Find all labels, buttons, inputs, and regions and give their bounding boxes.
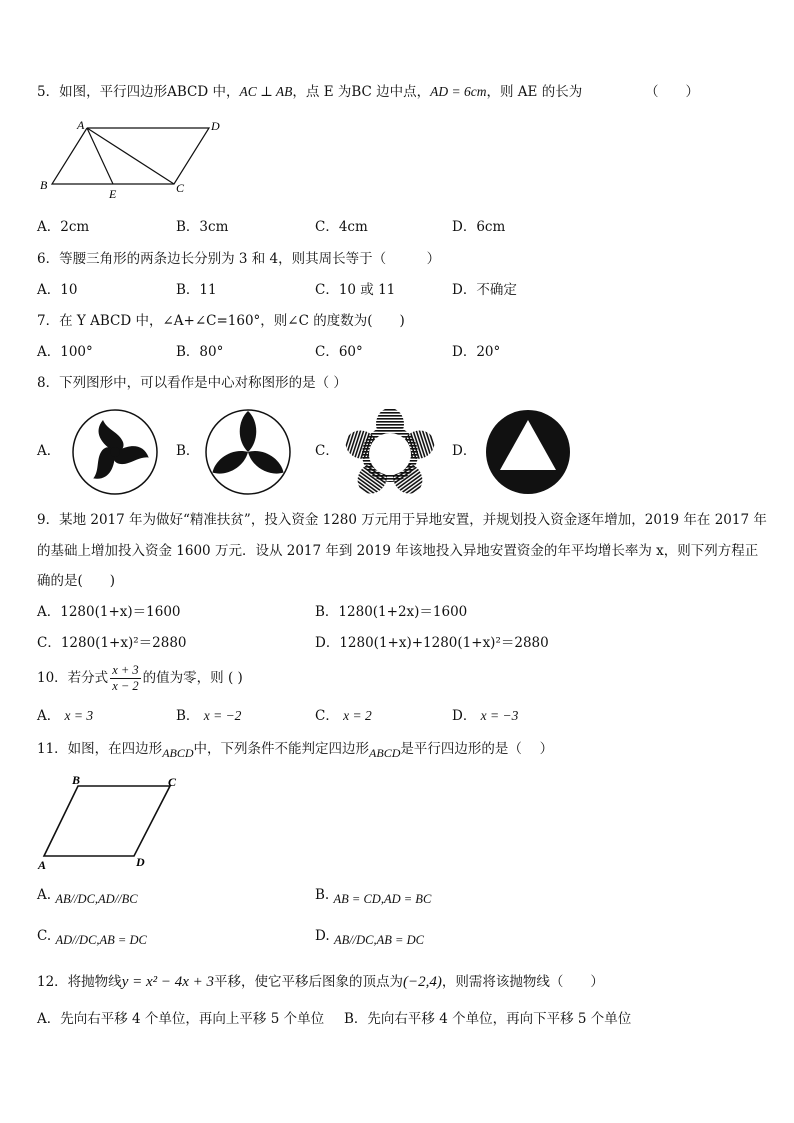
q10-option-a[interactable]: A． x = 3 bbox=[37, 708, 94, 724]
q6-option-d[interactable]: D．不确定 bbox=[452, 282, 517, 298]
q10-option-c[interactable]: C． x = 2 bbox=[315, 708, 372, 724]
q11-shape-name-1: ABCD bbox=[162, 746, 194, 760]
q9-option-b[interactable]: B．1280(1+2x)＝1600 bbox=[315, 604, 468, 620]
q9-option-c[interactable]: C．1280(1+x)²＝2880 bbox=[37, 635, 187, 651]
q11-stem: 11．如图，在四边形ABCD中，下列条件不能判定四边形ABCD是平行四边形的是（ ） bbox=[37, 741, 554, 760]
q5-cond-perpendicular: AC ⊥ AB bbox=[239, 84, 293, 99]
q11-option-d[interactable]: D. AB//DC,AB = DC bbox=[315, 928, 424, 947]
q9-stem-line2: 的基础上增加投入资金 1600 万元．设从 2017 年到 2019 年该地投入异地安置资金的年平均增长率为 x，则下列方程正 bbox=[37, 543, 759, 559]
q11-label-a: A bbox=[38, 858, 47, 872]
q8-figure-a-triskelion bbox=[71, 408, 159, 496]
q6-option-a[interactable]: A．10 bbox=[37, 282, 78, 298]
q5-cond-length: AD = 6cm bbox=[430, 84, 487, 99]
q7-option-b[interactable]: B．80° bbox=[176, 344, 224, 360]
q10-option-d[interactable]: D． x = −3 bbox=[452, 708, 519, 724]
q11-option-b[interactable]: B. AB = CD,AD = BC bbox=[315, 887, 432, 906]
q10-denominator: x − 2 bbox=[112, 679, 139, 693]
q12-stem: 12．将抛物线y = x² − 4x + 3平移，使它平移后图象的顶点为(−2,4)，则需将该抛物线（ ） bbox=[37, 974, 604, 990]
q11-option-a[interactable]: A. AB//DC,AD//BC bbox=[37, 887, 138, 906]
q8-figure-c-striped-flower bbox=[344, 406, 436, 498]
q11-label-b: B bbox=[72, 773, 81, 787]
q8-figure-b-three-petals bbox=[204, 408, 292, 496]
q5-label-e: E bbox=[109, 187, 117, 201]
q12-formula: y = x² − 4x + 3 bbox=[121, 974, 215, 990]
q5-option-b[interactable]: B．3cm bbox=[176, 219, 229, 235]
q6-stem: 6．等腰三角形的两条边长分别为 3 和 4，则其周长等于（ ） bbox=[37, 251, 441, 267]
q10-fraction bbox=[110, 663, 140, 694]
q8-option-a[interactable]: A． bbox=[37, 443, 61, 459]
q10-option-b[interactable]: B． x = −2 bbox=[176, 708, 242, 724]
q9-stem-line3: 确的是( ) bbox=[37, 573, 116, 589]
q9-option-d[interactable]: D．1280(1+x)+1280(1+x)²＝2880 bbox=[315, 635, 549, 651]
q7-option-a[interactable]: A．100° bbox=[37, 344, 93, 360]
q8-option-b[interactable]: B． bbox=[176, 443, 200, 459]
q5-stem: 5．如图，平行四边形ABCD 中，AC ⊥ AB，点 E 为BC 边中点，AD = 6cm，则 AE 的长为 bbox=[37, 84, 583, 100]
q5-option-a[interactable]: A．2cm bbox=[37, 219, 90, 235]
q11-option-c[interactable]: C. AD//DC,AB = DC bbox=[37, 928, 147, 947]
q12-option-a[interactable]: A．先向右平移 4 个单位，再向上平移 5 个单位 bbox=[37, 1011, 325, 1027]
q6-option-b[interactable]: B．11 bbox=[176, 282, 217, 298]
q8-option-d[interactable]: D． bbox=[452, 443, 477, 459]
q9-stem-line1: 9．某地 2017 年为做好“精准扶贫”，投入资金 1280 万元用于异地安置，并规划投入资金逐年增加，2019 年在 2017 年 bbox=[37, 512, 767, 528]
q12-option-b[interactable]: B．先向右平移 4 个单位，再向下平移 5 个单位 bbox=[344, 1011, 632, 1027]
q5-option-c[interactable]: C．4cm bbox=[315, 219, 368, 235]
q7-option-d[interactable]: D．20° bbox=[452, 344, 501, 360]
q7-option-c[interactable]: C．60° bbox=[315, 344, 363, 360]
q11-parallelogram bbox=[44, 786, 170, 856]
q5-label-b: B bbox=[40, 178, 48, 192]
q5-label-d: D bbox=[211, 119, 220, 133]
q8-option-c[interactable]: C． bbox=[315, 443, 339, 459]
q6-option-c[interactable]: C．10 或 11 bbox=[315, 282, 396, 298]
q7-stem: 7．在 Y ABCD 中，∠A+∠C=160°，则∠C 的度数为( ) bbox=[37, 313, 405, 329]
q11-shape-name-2: ABCD bbox=[369, 746, 401, 760]
q12-vertex-point: (−2,4) bbox=[403, 974, 442, 990]
q11-label-c: C bbox=[168, 775, 177, 789]
q5-option-d[interactable]: D．6cm bbox=[452, 219, 506, 235]
q10-stem: 10．若分式 $\frac{x + 3}{x - 2}$ 的值为零，则 ( ) bbox=[37, 663, 243, 693]
q11-parallelogram-figure bbox=[36, 772, 186, 872]
q5-parallelogram-figure bbox=[36, 114, 236, 204]
q11-label-d: D bbox=[136, 855, 145, 869]
q5-answer-paren: （ ） bbox=[645, 84, 699, 100]
q8-stem: 8．下列图形中，可以看作是中心对称图形的是（ ） bbox=[37, 375, 347, 391]
q5-label-a: A bbox=[77, 118, 85, 132]
q5-label-c: C bbox=[176, 181, 185, 195]
q10-numerator: x + 3 bbox=[112, 663, 139, 677]
q9-option-a[interactable]: A．1280(1+x)＝1600 bbox=[37, 604, 181, 620]
q8-figure-d-triangle-in-circle bbox=[484, 408, 572, 496]
